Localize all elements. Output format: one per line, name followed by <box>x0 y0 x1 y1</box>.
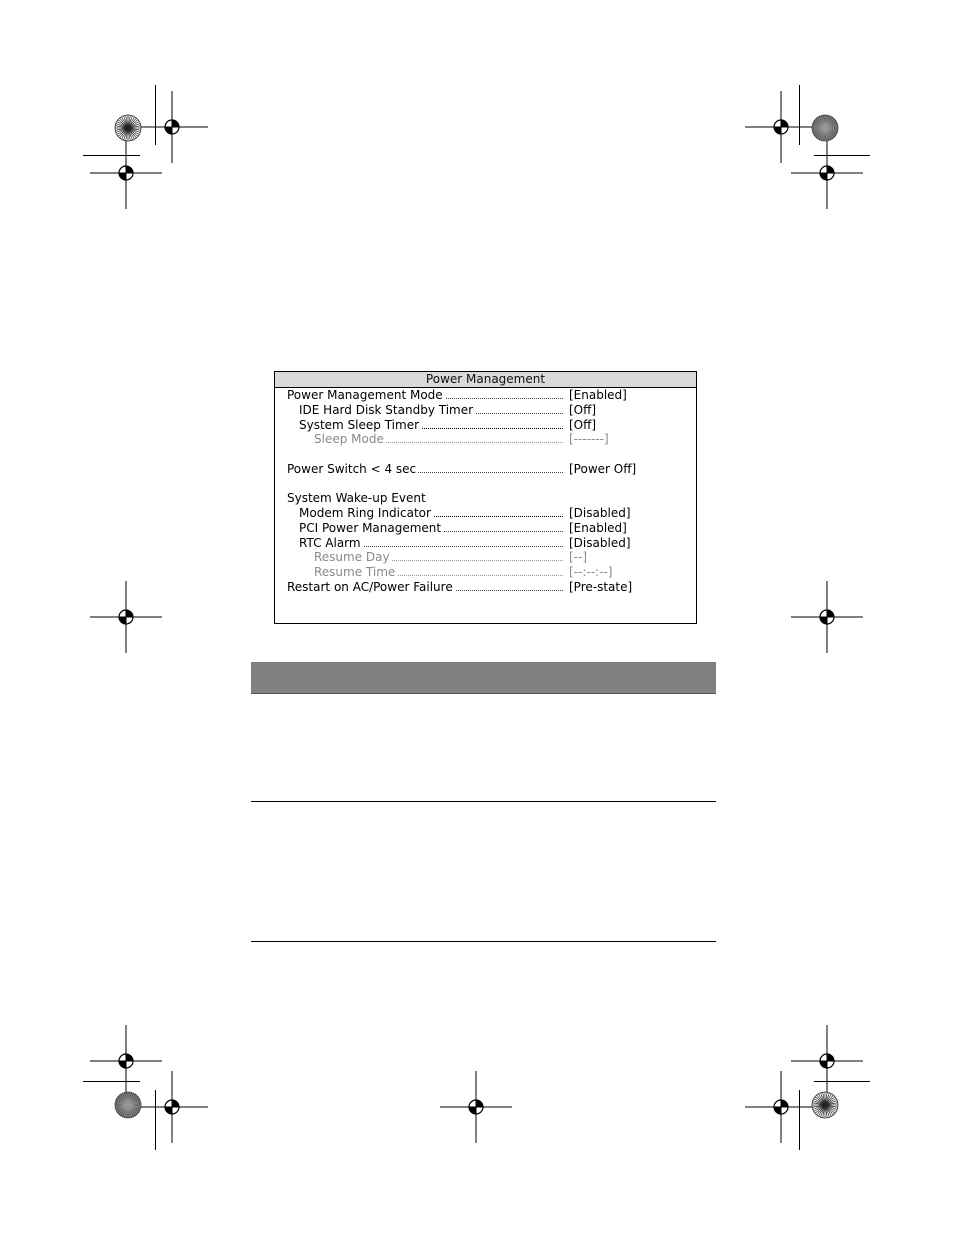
crop-line <box>799 1090 800 1150</box>
bios-setting-value[interactable]: [Enabled] <box>569 388 627 402</box>
parameter-table-header <box>251 662 716 694</box>
bios-setting-label: RTC Alarm <box>299 535 361 550</box>
crop-line <box>799 85 800 145</box>
registration-crosshair-icon <box>134 1069 210 1145</box>
bios-setting-value[interactable]: [Power Off] <box>569 461 637 476</box>
bios-setting-label: Power Management Mode <box>287 388 443 402</box>
bios-setting-row[interactable] <box>275 565 696 580</box>
crop-line <box>814 1081 870 1082</box>
bios-screen-title: Power Management <box>275 372 696 388</box>
bios-setting-row <box>275 447 696 462</box>
registration-crosshair-icon <box>789 135 865 211</box>
bios-setting-label: Resume Time <box>314 565 396 579</box>
bios-setting-row <box>275 477 696 492</box>
bios-power-management-screen <box>274 371 697 624</box>
table-row-divider <box>251 801 716 802</box>
bios-setting-label: Restart on AC/Power Failure <box>287 579 453 594</box>
crop-line <box>155 85 156 145</box>
bios-setting-value[interactable]: [Enabled] <box>569 520 627 535</box>
starburst-icon <box>811 1091 839 1119</box>
bios-setting-value[interactable]: [Off] <box>569 417 597 432</box>
bios-setting-row[interactable] <box>275 462 696 477</box>
crop-line <box>83 155 140 156</box>
bios-setting-row <box>275 491 696 506</box>
starburst-icon <box>811 114 839 142</box>
bios-setting-row[interactable] <box>275 506 696 521</box>
bios-setting-label: Modem Ring Indicator <box>299 506 431 520</box>
bios-setting-row[interactable] <box>275 403 696 418</box>
bios-setting-row[interactable] <box>275 550 696 565</box>
bios-setting-row[interactable] <box>275 418 696 433</box>
bios-setting-value[interactable]: [--:--:--] <box>569 565 613 579</box>
bios-setting-value[interactable]: [Off] <box>569 402 597 417</box>
bios-setting-label: System Sleep Timer <box>299 417 420 432</box>
bios-setting-label: PCI Power Management <box>299 520 442 535</box>
bios-setting-row[interactable] <box>275 432 696 447</box>
starburst-icon <box>114 1091 142 1119</box>
starburst-icon <box>114 114 142 142</box>
bios-setting-label: Resume Day <box>314 550 390 565</box>
crop-line <box>155 1090 156 1150</box>
bios-setting-row[interactable] <box>275 536 696 551</box>
table-row-divider <box>251 941 716 942</box>
bios-setting-label: IDE Hard Disk Standby Timer <box>299 402 474 417</box>
bios-setting-row[interactable] <box>275 521 696 536</box>
bios-setting-value[interactable]: [--] <box>569 550 588 565</box>
registration-crosshair-icon <box>743 1069 819 1145</box>
registration-crosshair-icon <box>438 1069 514 1145</box>
bios-setting-value[interactable]: [Pre-state] <box>569 579 633 594</box>
bios-setting-label: Sleep Mode <box>314 432 384 447</box>
registration-crosshair-icon <box>789 579 865 655</box>
registration-crosshair-icon <box>88 579 164 655</box>
bios-setting-value[interactable]: [Disabled] <box>569 506 631 520</box>
bios-setting-value[interactable]: [Disabled] <box>569 535 631 550</box>
bios-setting-value[interactable]: [-------] <box>569 432 609 447</box>
bios-setting-label: Power Switch < 4 sec <box>287 461 417 476</box>
crop-line <box>814 155 870 156</box>
bios-setting-row[interactable] <box>275 580 696 595</box>
bios-setting-label: System Wake-up Event <box>287 491 426 506</box>
registration-crosshair-icon <box>88 135 164 211</box>
bios-setting-row[interactable] <box>275 388 696 403</box>
crop-line <box>83 1081 140 1082</box>
